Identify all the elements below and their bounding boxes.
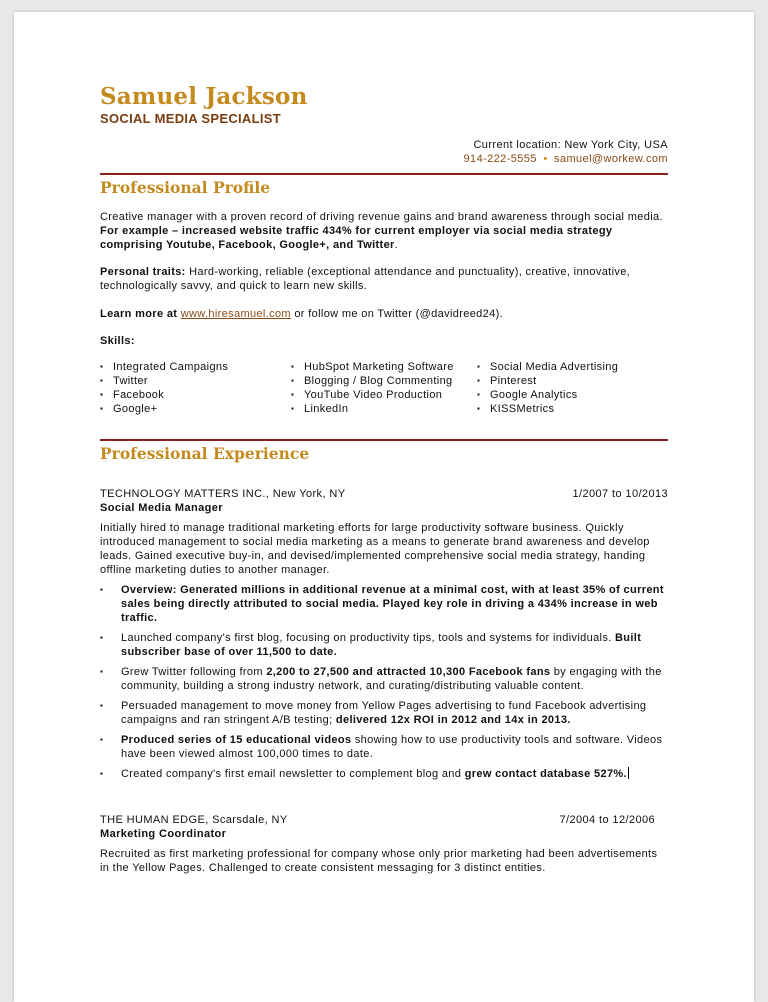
skill-item: ▪ Google Analytics	[477, 388, 618, 402]
learn-more	[100, 307, 668, 321]
achievement-highlight: Produced series of 15 educational videos	[121, 734, 352, 746]
profile-summary	[100, 210, 668, 252]
skill-item: ▪ Facebook	[100, 388, 291, 402]
profile-heading: Professional Profile	[100, 178, 271, 197]
candidate-role: SOCIAL MEDIA SPECIALIST	[100, 111, 281, 126]
current-location: Current location: New York City, USA	[473, 139, 668, 151]
email-address[interactable]: samuel@workew.com	[554, 153, 668, 165]
achievement-item	[100, 733, 668, 761]
achievement-highlight: delivered 12x ROI in 2012 and 14x in 2013.	[335, 714, 571, 726]
skill-item: ▪ Social Media Advertising	[477, 360, 618, 374]
achievement-item	[100, 699, 668, 727]
achievement-item	[100, 665, 668, 693]
achievement-highlight: 2,200 to 27,500 and attracted 10,300 Facebook fans	[266, 666, 551, 678]
achievement-list	[100, 583, 668, 781]
skill-item: ▪ LinkedIn	[291, 402, 477, 416]
skill-item: ▪ Twitter	[100, 374, 291, 388]
resume-content	[100, 84, 668, 875]
website-link[interactable]: www.hiresamuel.com	[180, 308, 291, 320]
skill-item: ▪ YouTube Video Production	[291, 388, 477, 402]
skill-item: ▪ Google+	[100, 402, 291, 416]
phone-number: 914-222-5555	[463, 153, 537, 165]
contact-separator: •	[543, 153, 548, 165]
personal-traits	[100, 265, 668, 293]
skill-item: ▪ KISSMetrics	[477, 402, 618, 416]
job-header	[100, 813, 655, 827]
skills-column-3	[477, 360, 618, 416]
traits-label: Personal traits:	[100, 266, 186, 278]
achievement-item	[100, 767, 668, 781]
job-dates: 7/2004 to 12/2006	[559, 814, 655, 826]
skill-item: ▪ HubSpot Marketing Software	[291, 360, 477, 374]
summary-text: Creative manager with a proven record of driving revenue gains and brand awareness through social media.	[100, 211, 663, 223]
job-position: Social Media Manager	[100, 502, 223, 514]
experience-heading: Professional Experience	[100, 444, 310, 463]
resume-page	[14, 12, 754, 1002]
summary-highlight: For example – increased website traffic 434% for current employer via social media strategy comprising Youtube, Facebook, Google+, and Twitter	[100, 225, 613, 251]
contact-line	[100, 152, 668, 166]
skills-column-1	[100, 360, 291, 416]
skill-item: ▪ Pinterest	[477, 374, 618, 388]
profile-divider	[100, 173, 668, 175]
traits-text: Hard-working, reliable (exceptional attendance and punctuality), creative, innovative, technologically savvy, and quick to learn new skills.	[100, 266, 631, 292]
skills-list	[100, 360, 668, 416]
job-position: Marketing Coordinator	[100, 828, 227, 840]
achievement-text: Grew Twitter following from	[121, 666, 267, 678]
skills-label: Skills:	[100, 335, 135, 347]
job-dates: 1/2007 to 10/2013	[572, 488, 668, 500]
job-description: Initially hired to manage traditional marketing efforts for large productivity software business. Quickly introduced management to social media marketing as a means to generate brand awareness and develop leads. Gained executive buy-in, and devised/implemented comprehensive social media strategy, handing offline marketing duties to another manager.	[100, 522, 650, 576]
achievement-text: Launched company's first blog, focusing on productivity tips, tools and systems for individuals.	[121, 632, 616, 644]
text-cursor	[628, 767, 629, 779]
achievement-highlight: Built subscriber base of over 11,500 to date.	[121, 632, 642, 658]
job-description: Recruited as first marketing professional for company whose only prior marketing had been advertisements in the Yellow Pages. Challenged to create consistent messaging for 3 distinct entities.	[100, 848, 658, 874]
skill-item: ▪ Blogging / Blog Commenting	[291, 374, 477, 388]
job-company: THE HUMAN EDGE, Scarsdale, NY	[100, 814, 288, 826]
achievement-highlight: grew contact database 527%.	[464, 768, 627, 780]
summary-end: .	[394, 239, 399, 251]
achievement-text: Persuaded management to move money from Yellow Pages advertising to fund Facebook advertising campaigns and ran stringent A/B testing;	[121, 700, 647, 726]
achievement-item	[100, 631, 668, 659]
job-company: TECHNOLOGY MATTERS INC., New York, NY	[100, 488, 346, 500]
achievement-text: by engaging with the community, building a strong industry network, and curating/distributing valuable content.	[121, 666, 662, 692]
learn-more-label: Learn more at	[100, 308, 178, 320]
achievement-text: showing how to use productivity tools and software. Videos have been viewed almost 100,000 times to date.	[121, 734, 663, 760]
contact-block	[100, 138, 668, 166]
experience-divider	[100, 439, 668, 441]
skills-column-2	[291, 360, 477, 416]
candidate-name: Samuel Jackson	[100, 83, 308, 110]
learn-more-rest: or follow me on Twitter (@davidreed24).	[290, 308, 503, 320]
achievement-text: Created company's first email newsletter to complement blog and	[121, 768, 465, 780]
achievement-item: ▪ Overview: Generated millions in additional revenue at a minimal cost, with at least 35% of current sales being directly attributed to social media. Played key role in driving a 434% increase in web traffic.	[100, 583, 668, 625]
skill-item: ▪ Integrated Campaigns	[100, 360, 291, 374]
job-header	[100, 487, 668, 501]
